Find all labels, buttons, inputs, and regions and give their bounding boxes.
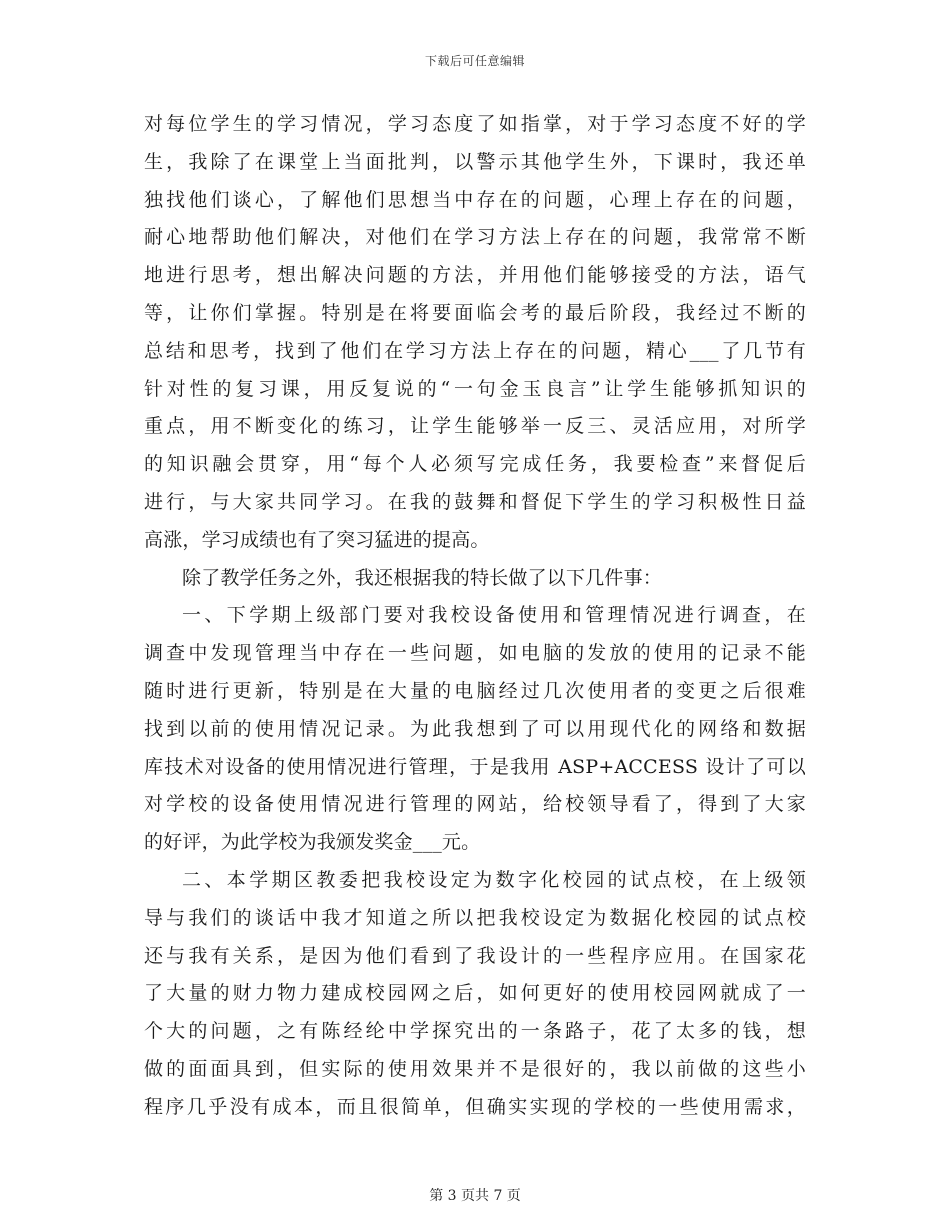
text-line: 的知识融会贯穿，用“每个人必须写完成任务，我要检查”来督促后 [144, 453, 806, 476]
text-line: 对每位学生的学习情况，学习态度了如指掌，对于学习态度不好的学 [144, 113, 806, 135]
text-line: 独找他们谈心，了解他们思想当中存在的问题，心理上存在的问题， [144, 188, 806, 211]
text-line: 地进行思考，想出解决问题的方法，并用他们能够接受的方法，语气 [144, 264, 806, 287]
text-line: 总结和思考，找到了他们在学习方法上存在的问题，精心___了几节有 [144, 339, 806, 362]
text-line: 高涨，学习成绩也有了突习猛进的提高。 [144, 528, 490, 551]
text-line: 进行，与大家共同学习。在我的鼓舞和督促下学生的学习积极性日益 [144, 490, 806, 513]
text-line: 耐心地帮助他们解决，对他们在学习方法上存在的问题，我常常不断 [144, 226, 806, 249]
text-line: 了大量的财力物力建成校园网之后，如何更好的使用校园网就成了一 [144, 982, 806, 1005]
text-line: 程序几乎没有成本，而且很简单，但确实实现的学校的一些使用需求， [144, 1095, 806, 1118]
text-line: 还与我有关系，是因为他们看到了我设计的一些程序应用。在国家花 [144, 944, 806, 967]
text-line: 等，让你们掌握。特别是在将要面临会考的最后阶段，我经过不断的 [144, 301, 806, 324]
text-line: 生，我除了在课堂上当面批判，以警示其他学生外，下课时，我还单 [144, 150, 806, 173]
text-line: 找到以前的使用情况记录。为此我想到了可以用现代化的网络和数据 [144, 717, 806, 740]
text-line: 做的面面具到，但实际的使用效果并不是很好的，我以前做的这些小 [144, 1057, 806, 1080]
text-line: 针对性的复习课，用反复说的“一句金玉良言”让学生能够抓知识的 [144, 377, 806, 400]
paragraph-start-line: 除了教学任务之外，我还根据我的特长做了以下几件事： [182, 566, 663, 589]
page-footer: 第 3 页共 7 页 [429, 1188, 521, 1204]
text-line: 重点，用不断变化的练习，让学生能够举一反三、灵活应用，对所学 [144, 415, 806, 438]
text-line: 调查中发现管理当中存在一些问题，如电脑的发放的使用的记录不能 [144, 642, 806, 665]
text-line: 个大的问题，之有陈经纶中学探究出的一条路子，花了太多的钱，想 [144, 1020, 806, 1043]
paragraph-start-line: 一、下学期上级部门要对我校设备使用和管理情况进行调查，在 [182, 604, 806, 627]
text-line: 随时进行更新，特别是在大量的电脑经过几次使用者的变更之后很难 [144, 679, 806, 702]
text-line: 对学校的设备使用情况进行管理的网站，给校领导看了，得到了大家 [144, 793, 806, 816]
text-line: 导与我们的谈话中我才知道之所以把我校设定为数据化校园的试点校 [144, 906, 806, 929]
body-text [144, 106, 806, 1127]
text-line: 库技术对设备的使用情况进行管理，于是我用 ASP+ACCESS 设计了可以 [144, 755, 806, 778]
page-header: 下载后可任意编辑 [424, 54, 525, 68]
text-line: 的好评，为此学校为我颁发奖金___元。 [144, 831, 481, 854]
paragraph-start-line: 二、本学期区教委把我校设定为数字化校园的试点校，在上级领 [182, 868, 806, 891]
